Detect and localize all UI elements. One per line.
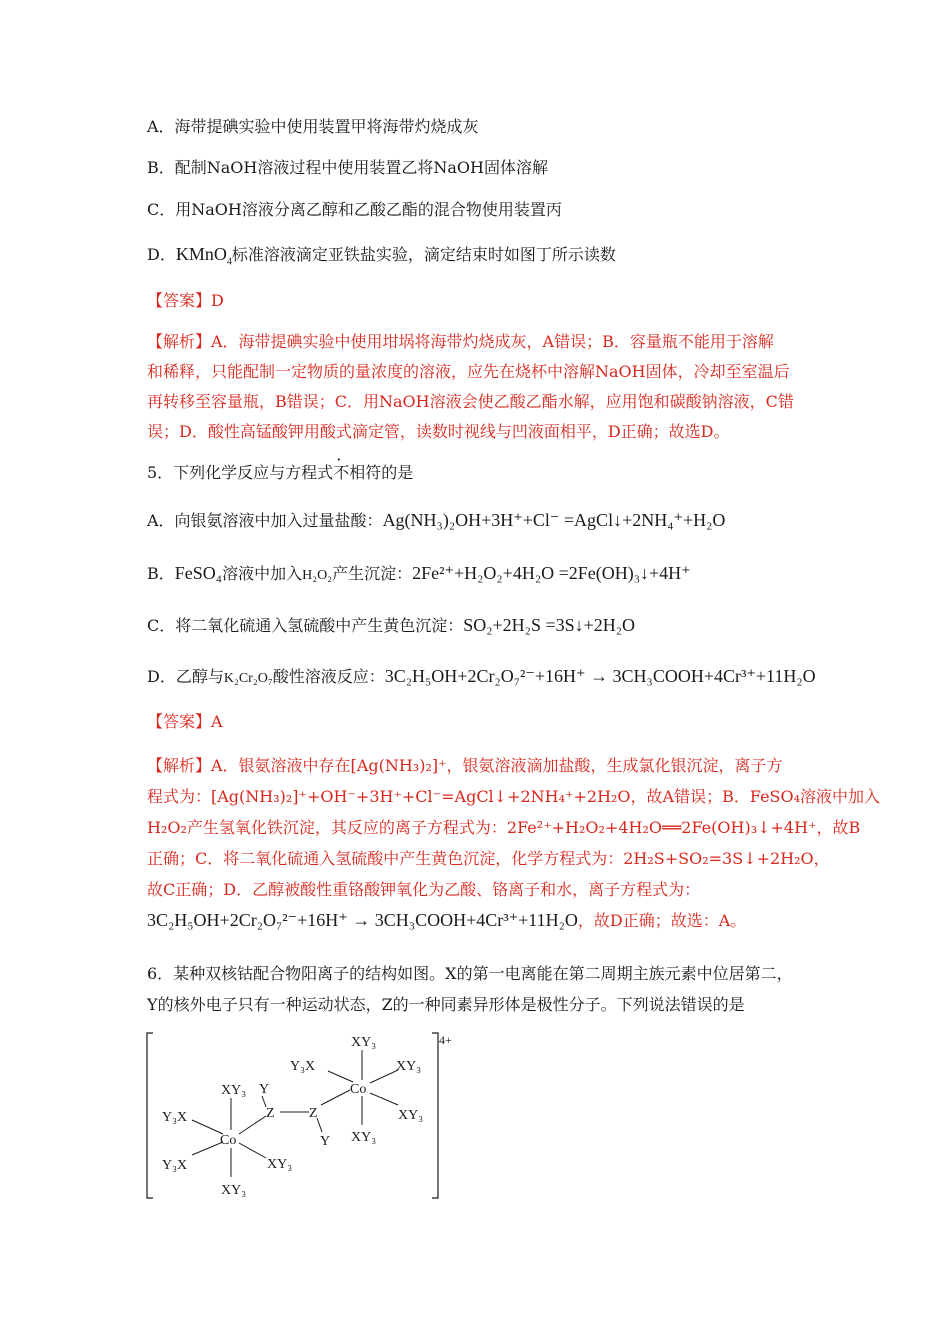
q4-option-c: C．用NaOH溶液分离乙醇和乙酸乙酯的混合物使用装置丙 — [147, 200, 562, 219]
q5-option-b: B．FeSO₄溶液中加入H₂O₂产生沉淀：2Fe²⁺+H₂O₂+4H₂O =2Fe(OH)₃↓+4H⁺ — [147, 563, 691, 583]
q5-analysis-line: 程式为：[Ag(NH₃)₂]⁺+OH⁻+3H⁺+Cl⁻=AgCl↓+2NH₄⁺+2H₂O，故A错误；B．FeSO₄溶液中加入 — [147, 787, 881, 806]
q6-stem-line: 6．某种双核钴配合物阳离子的结构如图。X的第一电离能在第二周期主族元素中位居第二， — [147, 964, 793, 983]
q4-option-b: B．配制NaOH溶液过程中使用装置乙将NaOH固体溶解 — [147, 158, 548, 177]
q4-option-d-prefix: D． — [147, 245, 176, 264]
xy3-label: XY₃ — [221, 1083, 247, 1098]
y3x-label: Y₃X — [162, 1110, 188, 1125]
q5-option-c-equation: SO₂+2H₂S =3S↓+2H₂O — [463, 615, 636, 635]
q4-option-d — [147, 244, 616, 273]
z-label: Z — [309, 1106, 318, 1121]
q4-answer: 【答案】D — [147, 291, 224, 310]
bond — [317, 1118, 322, 1132]
q5-analysis-line: 故C正确；D．乙醇被酸性重铬酸钾氧化为乙酸、铬离子和水，离子方程式为： — [147, 880, 701, 899]
q4-option-d-text: 标准溶液滴定亚铁盐实验，滴定结束时如图丁所示读数 — [231, 245, 616, 264]
q5-analysis-line: 【解析】A．银氨溶液中存在[Ag(NH₃)₂]⁺，银氨溶液滴加盐酸，生成氯化银沉淀，离子方 — [147, 756, 783, 775]
y3x-label: Y₃X — [162, 1158, 188, 1173]
q5-option-c: C．将二氧化硫通入氢硫酸中产生黄色沉淀：SO₂+2H₂S =3S↓+2H₂O — [147, 615, 636, 635]
bond — [370, 1093, 398, 1105]
cobalt-atom-label: Co — [220, 1133, 237, 1148]
q5-analysis-line: 正确；C．将二氧化硫通入氢硫酸中产生黄色沉淀，化学方程式为：2H₂S+SO₂=3S↓+2H₂O， — [147, 849, 830, 868]
q5-analysis-line: 3C₂H₅OH+2Cr₂O₇²⁻+16H⁺ → 3CH₃COOH+4Cr³⁺+11H₂O，故D正确；故选：A。 — [147, 910, 747, 930]
cobalt-atom-label: Co — [350, 1082, 367, 1097]
q5-option-a-equation: Ag(NH₃)₂OH+3H⁺+Cl⁻ =AgCl↓+2NH₄⁺+H₂O — [382, 510, 726, 530]
xy3-label: XY₃ — [267, 1157, 293, 1172]
bond — [239, 1116, 266, 1134]
bond — [321, 1090, 350, 1105]
q4-analysis-line: 误；D．酸性高锰酸钾用酸式滴定管，读数时视线与凹液面相平，D正确；故选D。 — [147, 422, 730, 441]
q6-stem-line: Y的核外电子只有一种运动状态，Z的一种同素异形体是极性分子。下列说法错误的是 — [147, 995, 745, 1014]
kmno4-formula: KMnO$_4$ — [175, 244, 232, 268]
q6-stem — [147, 958, 793, 1020]
q5-option-d-equation: 3C₂H₅OH+2Cr₂O₇²⁻+16H⁺ → 3CH₃COOH+4Cr³⁺+11H₂O — [384, 666, 816, 686]
xy3-label: XY₃ — [396, 1059, 422, 1074]
q4-analysis — [147, 327, 794, 447]
q4-analysis-line: 【解析】A．海带提碘实验中使用坩埚将海带灼烧成灰，A错误；B．容量瓶不能用于溶解 — [147, 332, 774, 351]
z-label: Z — [266, 1106, 275, 1121]
emphasis-not-match: 不相符 — [333, 463, 382, 482]
y3x-label: Y₃X — [290, 1059, 316, 1074]
y-label: Y — [259, 1082, 270, 1097]
q5-analysis-line: H₂O₂产生氢氧化铁沉淀，其反应的离子方程式为：2Fe²⁺+H₂O₂+4H₂O══2Fe(OH)₃↓+4H⁺，故B — [147, 818, 861, 837]
q5-analysis — [147, 750, 880, 936]
xy3-label: XY₃ — [351, 1130, 377, 1145]
cobalt-complex-diagram — [145, 1030, 475, 1205]
xy3-label: XY₃ — [351, 1035, 377, 1050]
right-bracket — [432, 1033, 438, 1198]
q5-stem: 5．下列化学反应与方程式不相符的是 — [147, 463, 414, 482]
q5-option-b-equation: 2Fe²⁺+H₂O₂+4H₂O =2Fe(OH)₃↓+4H⁺ — [412, 563, 691, 583]
xy3-label: XY₃ — [398, 1108, 424, 1123]
q5-answer: 【答案】A — [147, 712, 223, 731]
q5-option-a: A．向银氨溶液中加入过量盐酸：Ag(NH₃)₂OH+3H⁺+Cl⁻ =AgCl↓+2NH₄⁺+H₂O — [147, 510, 726, 530]
q4-analysis-line: 和稀释，只能配制一定物质的量浓度的溶液，应先在烧杯中溶解NaOH固体，冷却至室温后 — [147, 362, 790, 381]
q4-option-a: A．海带提碘实验中使用装置甲将海带灼烧成灰 — [147, 117, 479, 136]
bond — [328, 1071, 353, 1082]
charge-label: 4+ — [439, 1033, 452, 1047]
bond — [192, 1142, 223, 1155]
y-label: Y — [320, 1134, 331, 1149]
q5-option-d: D．乙醇与K₂Cr₂O₇酸性溶液反应：3C₂H₅OH+2Cr₂O₇²⁻+16H⁺ → 3CH₃COOH+4Cr³⁺+11H₂O — [147, 666, 816, 686]
bond — [192, 1120, 223, 1134]
q4-analysis-line: 再转移至容量瓶，B错误；C．用NaOH溶液会使乙酸乙酯水解，应用饱和碳酸钠溶液，C错 — [147, 392, 794, 411]
bond — [370, 1070, 398, 1083]
left-bracket — [147, 1033, 153, 1198]
xy3-label: XY₃ — [221, 1183, 247, 1198]
bond — [239, 1143, 266, 1158]
